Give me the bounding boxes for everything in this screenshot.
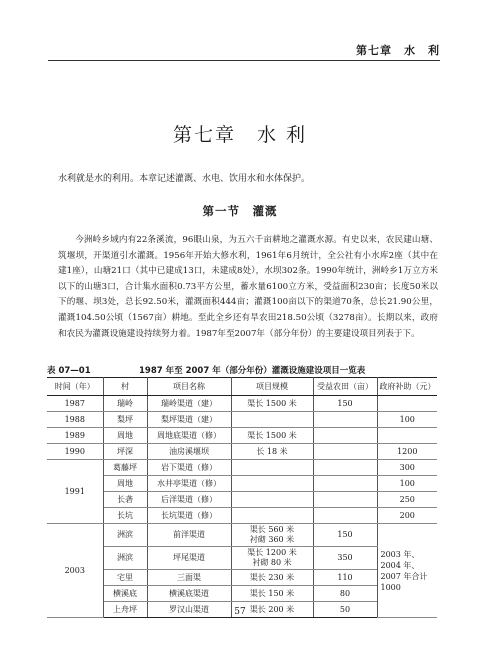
cell-project: 长坑渠道（修） [147,508,231,524]
col-header-year: 时间（年） [47,378,103,396]
table-row [47,444,437,460]
cell-benefit [313,492,377,508]
cell-project: 后洋渠道（修） [147,492,231,508]
cell-scale [231,476,313,492]
cell-village: 梨坪 [103,412,147,428]
cell-subsidy: 200 [377,508,437,524]
cell-project: 水井亭渠道（修） [147,476,231,492]
table-header-row [47,378,437,396]
cell-year: 1991 [47,460,103,524]
cell-scale: 渠长 150 米 [231,586,313,602]
table-row [47,492,437,508]
cell-project: 横溪底渠道 [147,586,231,602]
table-row [47,460,437,476]
table-title: 1987 年至 2007 年（部分年份）灌溉设施建设项目一览表 [139,366,366,376]
chapter-intro: 水利就是水的利用。本章记述灌溉、水电、饮用水和水体保护。 [58,174,311,184]
chapter-title: 第七章 水 利 [172,124,308,146]
col-header-village: 村 [103,378,147,396]
table-row [47,428,437,444]
table-caption [47,364,440,376]
cell-benefit: 150 [313,396,377,412]
cell-scale: 渠长 1200 米 衬砌 80 米 [231,547,313,570]
col-header-scale: 项目规模 [231,378,313,396]
table-number: 表 07—01 [47,366,91,376]
cell-village: 长坑 [103,508,147,524]
cell-village: 横溪底 [103,586,147,602]
cell-village: 长砻 [103,492,147,508]
cell-benefit: 350 [313,547,377,570]
cell-village: 洲滨 [103,524,147,547]
cell-village: 宅里 [103,570,147,586]
cell-year: 1990 [47,444,103,460]
cell-scale [231,412,313,428]
cell-scale [231,492,313,508]
cell-year: 1988 [47,412,103,428]
cell-scale: 渠长 1500 米 [231,396,313,412]
cell-benefit: 80 [313,586,377,602]
cell-benefit [313,428,377,444]
col-header-benefit: 受益农田（亩） [313,378,377,396]
cell-subsidy [377,396,437,412]
cell-project: 岩下渠道（修） [147,460,231,476]
cell-benefit [313,412,377,428]
cell-subsidy [377,428,437,444]
running-header-title: 第七章 水 利 [356,44,440,57]
cell-village: 葛藤坪 [103,460,147,476]
page-number: 57 [234,607,246,617]
cell-year: 2003 [47,524,103,618]
cell-scale: 渠长 200 米 [231,602,313,618]
cell-village: 瑞岭 [103,396,147,412]
cell-year: 1989 [47,428,103,444]
section-body-paragraph: 今洲岭乡域内有22条溪流，96眼山泉，为五六千亩耕地之灌溉水源。有史以来，农民建山塘、筑堰坝，开渠道引水灌溉。1956年开始大修水利，1961年6月统计，全公社有小水库2座（其中在建1座），山塘21口（其中已建成13口，未建成8处），水坝302条。1990年统计，洲岭乡1万立方米以下的山塘3口，合计集水面积0.73平方公里，蓄水量6100立方米，受益面积230亩；长度50米以下的堰、坝3处，总长92.50米，灌溉面积444亩；灌溉100亩以下的渠道70条，总长21.90公里，灌溉104.50公顷（1567亩）耕地。至此全乡还有旱农田218.50公顷（3278亩）。长期以来，政府和农民为灌溉设施建设持续努力着。1987年至2007年（部分年份）的主要建设项目列表于下。 [58,235,438,339]
cell-benefit: 50 [313,602,377,618]
cell-year: 1987 [47,396,103,412]
cell-project: 油房溪堰坝 [147,444,231,460]
cell-project: 梨坪渠道（建） [147,412,231,428]
cell-benefit [313,476,377,492]
cell-village: 上舟坪 [103,602,147,618]
table-row [47,396,437,412]
cell-scale: 长 18 米 [231,444,313,460]
cell-project: 三面渠 [147,570,231,586]
cell-project: 瑞岭渠道（建） [147,396,231,412]
cell-benefit [313,444,377,460]
table-row [47,412,437,428]
col-header-project: 项目名称 [147,378,231,396]
cell-village: 周地 [103,476,147,492]
table-row [47,524,437,547]
cell-benefit: 150 [313,524,377,547]
cell-scale: 渠长 1500 米 [231,428,313,444]
irrigation-projects-table [47,377,437,618]
cell-village: 周地 [103,428,147,444]
section-title: 第一节 灌溉 [202,204,278,218]
cell-village: 坪深 [103,444,147,460]
cell-project: 坪尾渠道 [147,547,231,570]
cell-subsidy: 300 [377,460,437,476]
cell-benefit: 110 [313,570,377,586]
col-header-subsidy: 政府补助（元） [377,378,437,396]
cell-scale: 渠长 560 米 衬砌 360 米 [231,524,313,547]
cell-benefit [313,508,377,524]
cell-project: 周地底渠道（修） [147,428,231,444]
cell-subsidy: 2003 年、2004 年、2007 年合计 1000 [377,524,437,618]
cell-scale: 渠长 230 米 [231,570,313,586]
cell-benefit [313,460,377,476]
cell-subsidy: 100 [377,476,437,492]
cell-project: 前洋渠道 [147,524,231,547]
cell-scale [231,460,313,476]
cell-subsidy: 100 [377,412,437,428]
table-row [47,508,437,524]
cell-project: 罗汉山渠道 [147,602,231,618]
table-row [47,476,437,492]
running-header [48,40,440,61]
cell-scale [231,508,313,524]
cell-subsidy: 250 [377,492,437,508]
cell-subsidy: 1200 [377,444,437,460]
cell-village: 洲滨 [103,547,147,570]
